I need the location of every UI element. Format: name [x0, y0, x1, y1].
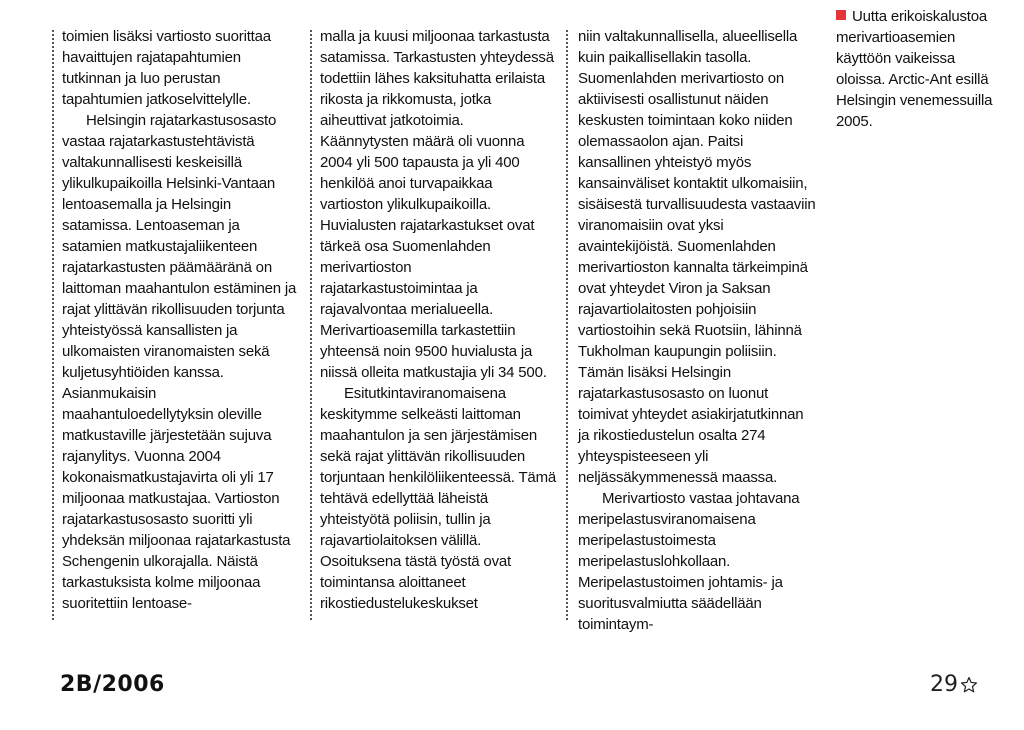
star-outline-icon: [960, 676, 978, 694]
article-column-3: [578, 26, 818, 635]
article-column-1: [62, 26, 300, 614]
issue-label: 2B/2006: [60, 672, 165, 697]
photo-caption: [836, 6, 996, 132]
paragraph: Esitutkintaviranomaisena keskitymme selkeästi laittoman maahantulon ja sen järjestämisen sekä rajat ylittävän rikollisuuden torjuntaan henkilöliikenteessä. Tämä tehtävä edellyttää läheistä yhteistyötä poliisin, tullin ja rajavartiolaitoksen välillä. Osoituksena tästä työstä ovat toimintansa aloittaneet rikostiedustelukeskukset: [320, 385, 557, 612]
caption-text: Uutta erikoiskalustoa merivartioasemien käyttöön vaikeissa oloissa. Arctic-Ant esillä Helsingin venemessuilla 2005.: [836, 8, 993, 130]
paragraph: toimien lisäksi vartiosto suorittaa havaittujen rajatapahtumien tutkinnan ja luo perustan tapahtumien jatkoselvittelylle.: [62, 28, 271, 108]
paragraph: Helsingin rajatarkastusosasto vastaa rajatarkastustehtävistä valtakunnallisesti keskeisillä ylikulkupaikoilla Helsinki-Vantaan lentoasemalla ja Helsingin satamissa. Lentoaseman ja satamien matkustajaliikenteen rajatarkastusten päämääränä on laittoman maahantulon estäminen ja rajat ylittävän rikollisuuden torjunta yhteistyössä kansallisten ja ulkomaisten viranomaisten sekä kuljetusyhtiöiden kanssa. Asianmukaisin maahantuloedellytyksin oleville matkustaville järjestetään sujuva rajanylitys. Vuonna 2004 kokonaismatkustajavirta oli yli 17 miljoonaa matkustajaa. Vartioston rajatarkastusosasto suoritti yli yhdeksän miljoonaa rajatarkastusta Schengenin ulkorajalla. Näistä tarkastuksista kolme miljoonaa suoritettiin lentoase-: [62, 112, 297, 612]
column-divider: [566, 30, 568, 620]
column-divider: [52, 30, 54, 620]
article-column-2: [320, 26, 556, 614]
page-number: [930, 672, 978, 697]
column-divider: [310, 30, 312, 620]
caption-marker-icon: [836, 10, 846, 20]
paragraph: niin valtakunnallisella, alueellisella kuin paikallisellakin tasolla. Suomenlahden merivartiosto on aktiivisesti osallistunut näiden keskusten toimintaan koko niiden olemassaolon ajan. Paitsi kansallinen yhteistyö myös kansainväliset kontaktit ulkomaisiin, sisäisestä turvallisuudesta vastaaviin viranomaisiin ovat yksi avaintekijöistä. Suomenlahden merivartioston kannalta tärkeimpinä ovat yhteydet Viron ja Saksan rajavartiolaitosten pohjoisiin vartiostoihin sekä Ruotsiin, lähinnä Tukholman kaupungin poliisiin. Tämän lisäksi Helsingin rajatarkastusosasto on luonut toimivat yhteydet asiakirjatutkinnan ja rikostiedustelun osalta 274 yhteyspisteeseen yli neljässäkymmenessä maassa.: [578, 28, 816, 486]
paragraph: Merivartiosto vastaa johtavana meripelastusviranomaisena meripelastustoimesta meripelastuslohkollaan. Meripelastustoimen johtamis- ja suoritusvalmiutta säädellään toimintaym-: [578, 490, 800, 633]
paragraph: malla ja kuusi miljoonaa tarkastusta satamissa. Tarkastusten yhteydessä todettiin lähes kaksituhatta erilaista rikosta ja rikkomusta, jotka aiheuttivat jatkotoimia. Käännytysten määrä oli vuonna 2004 yli 500 tapausta ja yli 400 henkilöä anoi turvapaikkaa vartioston ylikulkupaikoilla. Huvialusten rajatarkastukset ovat tärkeä osa Suomenlahden merivartioston rajatarkastustoimintaa ja rajavalvontaa merialueella. Merivartioasemilla tarkastettiin yhteensä noin 9500 huvialusta ja niissä olleita matkustajia yli 34 500.: [320, 28, 554, 381]
page-number-text: 29: [930, 672, 958, 697]
